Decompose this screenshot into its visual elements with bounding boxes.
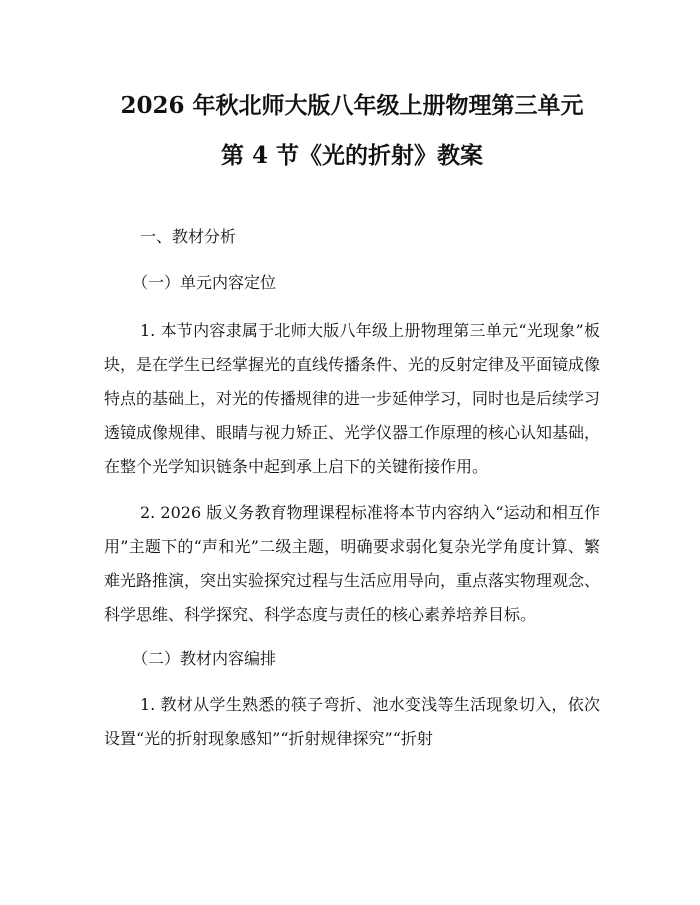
paragraph-1: 1. 本节内容隶属于北师大版八年级上册物理第三单元“光现象”板块，是在学生已经掌握光的直线传播条件、光的反射定律及平面镜成像特点的基础上，对光的传播规律的进一步延伸学习，同时也是后续学习透镜成像规律、眼睛与视力矫正、光学仪器工作原理的核心认知基础，在整个光学知识链条中起到承上启下的关键衔接作用。 (104, 321, 601, 476)
paragraph-2: 2. 2026 版义务教育物理课程标准将本节内容纳入“运动和相互作用”主题下的“声和光”二级主题，明确要求弱化复杂光学角度计算、繁难光路推演，突出实验探究过程与生活应用导向，重点落实物理观念、科学思维、科学探究、科学态度与责任的核心素养培养目标。 (104, 503, 601, 624)
subsection-heading-content-arrangement: （二）教材内容编排 (132, 649, 277, 668)
paragraph-3: 1. 教材从学生熟悉的筷子弯折、池水变浅等生活现象切入，依次设置“光的折射现象感知”“折射规律探究”“折射 (104, 695, 600, 748)
document-title-line-2: 第 4 节《光的折射》教案 (220, 142, 484, 169)
document-title-line-1: 2026 年秋北师大版八年级上册物理第三单元 (120, 92, 584, 119)
section-heading-textbook-analysis: 一、教材分析 (140, 227, 237, 246)
document-page (104, 84, 600, 756)
subsection-heading-unit-positioning: （一）单元内容定位 (132, 273, 277, 292)
